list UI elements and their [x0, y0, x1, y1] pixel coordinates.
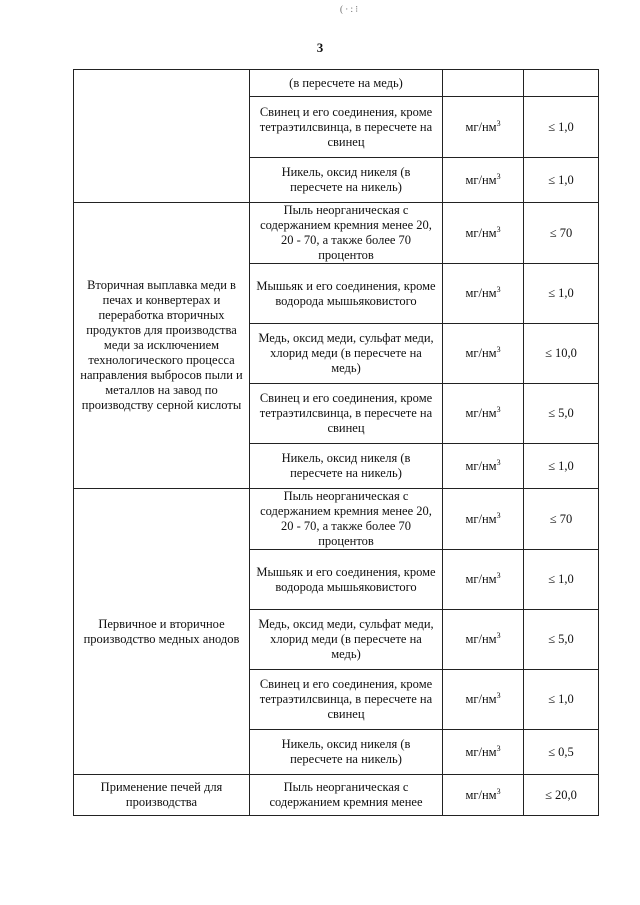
unit-text: мг/нм: [465, 744, 497, 759]
table-row: [74, 775, 599, 816]
unit-text: мг/нм: [465, 346, 497, 360]
unit-cell: [443, 324, 524, 384]
unit-cell: [443, 158, 524, 203]
unit-cell: [443, 203, 524, 264]
table-row: [74, 203, 599, 264]
substance-cell: Мышьяк и его соединения, кроме водорода мышьяковистого: [250, 550, 443, 610]
unit-cell: [443, 550, 524, 610]
unit-text: мг/нм: [465, 172, 497, 187]
page-number: 3: [316, 40, 324, 55]
unit-cell: [443, 610, 524, 670]
table-row: [74, 489, 599, 550]
unit-exponent: 3: [496, 345, 501, 354]
substance-cell: Медь, оксид меди, сульфат меди, хлорид меди (в пересчете на медь): [250, 610, 443, 670]
unit-cell: [443, 670, 524, 730]
unit-text: мг/нм: [465, 787, 497, 802]
norm-cell: ≤ 20,0: [524, 775, 599, 816]
substance-cell: Свинец и его соединения, кроме тетраэтилсвинца, в пересчете на свинец: [250, 670, 443, 730]
unit-exponent: 3: [496, 171, 501, 181]
unit-exponent: 3: [496, 571, 501, 580]
unit-exponent: 3: [496, 743, 501, 753]
substance-cell: Никель, оксид никеля (в пересчете на никель): [250, 730, 443, 775]
unit-text: мг/нм: [465, 406, 497, 420]
table-row: [74, 70, 599, 97]
substance-cell: Пыль неорганическая с содержанием кремния менее 20, 20 - 70, а также более 70 процентов: [250, 489, 443, 550]
substance-cell: Никель, оксид никеля (в пересчете на никель): [250, 158, 443, 203]
unit-text: мг/нм: [465, 119, 497, 134]
scan-mark: ( · : ⁝: [340, 4, 359, 14]
norm-cell: ≤ 1,0: [524, 97, 599, 158]
unit-cell: [443, 97, 524, 158]
substance-cell: Медь, оксид меди, сульфат меди, хлорид меди (в пересчете на медь): [250, 324, 443, 384]
process-cell: Применение печей для производства: [74, 775, 250, 816]
norm-cell: ≤ 1,0: [524, 264, 599, 324]
substance-cell: Пыль неорганическая с содержанием кремния менее 20, 20 - 70, а также более 70 процентов: [250, 203, 443, 264]
norm-cell: ≤ 1,0: [524, 670, 599, 730]
unit-text: мг/нм: [465, 632, 497, 646]
unit-exponent: 3: [496, 224, 501, 234]
unit-text: мг/нм: [465, 225, 497, 240]
unit-cell: [443, 264, 524, 324]
unit-exponent: 3: [496, 457, 501, 467]
norm-cell: ≤ 1,0: [524, 158, 599, 203]
substance-cell: Свинец и его соединения, кроме тетраэтилсвинца, в пересчете на свинец: [250, 97, 443, 158]
substance-cell: Пыль неорганическая с содержанием кремния менее: [250, 775, 443, 816]
unit-cell: [443, 489, 524, 550]
norm-cell: ≤ 1,0: [524, 444, 599, 489]
substance-cell: Никель, оксид никеля (в пересчете на никель): [250, 444, 443, 489]
unit-cell: [443, 775, 524, 816]
unit-exponent: 3: [496, 631, 501, 640]
process-cell: Первичное и вторичное производство медных анодов: [74, 489, 250, 775]
norm-cell: ≤ 70: [524, 203, 599, 264]
norm-cell: ≤ 0,5: [524, 730, 599, 775]
unit-text: мг/нм: [465, 511, 497, 526]
unit-text: мг/нм: [465, 572, 497, 586]
substance-cell: (в пересчете на медь): [250, 70, 443, 97]
unit-exponent: 3: [496, 510, 501, 520]
unit-exponent: 3: [496, 118, 501, 128]
unit-text: мг/нм: [465, 458, 497, 473]
norm-cell: ≤ 5,0: [524, 610, 599, 670]
norm-cell: ≤ 70: [524, 489, 599, 550]
unit-cell: [443, 444, 524, 489]
emission-limits-table: [73, 69, 599, 816]
norm-cell: [524, 70, 599, 97]
unit-text: мг/нм: [465, 692, 497, 706]
unit-exponent: 3: [496, 691, 501, 700]
process-cell: [74, 70, 250, 203]
substance-cell: Свинец и его соединения, кроме тетраэтилсвинца, в пересчете на свинец: [250, 384, 443, 444]
unit-cell: [443, 384, 524, 444]
norm-cell: ≤ 5,0: [524, 384, 599, 444]
unit-exponent: 3: [496, 405, 501, 414]
norm-cell: ≤ 10,0: [524, 324, 599, 384]
unit-cell: [443, 70, 524, 97]
unit-text: мг/нм: [465, 286, 497, 300]
norm-cell: ≤ 1,0: [524, 550, 599, 610]
unit-exponent: 3: [496, 285, 501, 294]
process-cell: Вторичная выплавка меди в печах и конвертерах и переработка вторичных продуктов для производства меди за исключением технологического процесса направления выбросов пыли и металлов на завод по производству серной кислоты: [74, 203, 250, 489]
unit-cell: [443, 730, 524, 775]
unit-exponent: 3: [496, 786, 501, 796]
substance-cell: Мышьяк и его соединения, кроме водорода мышьяковистого: [250, 264, 443, 324]
